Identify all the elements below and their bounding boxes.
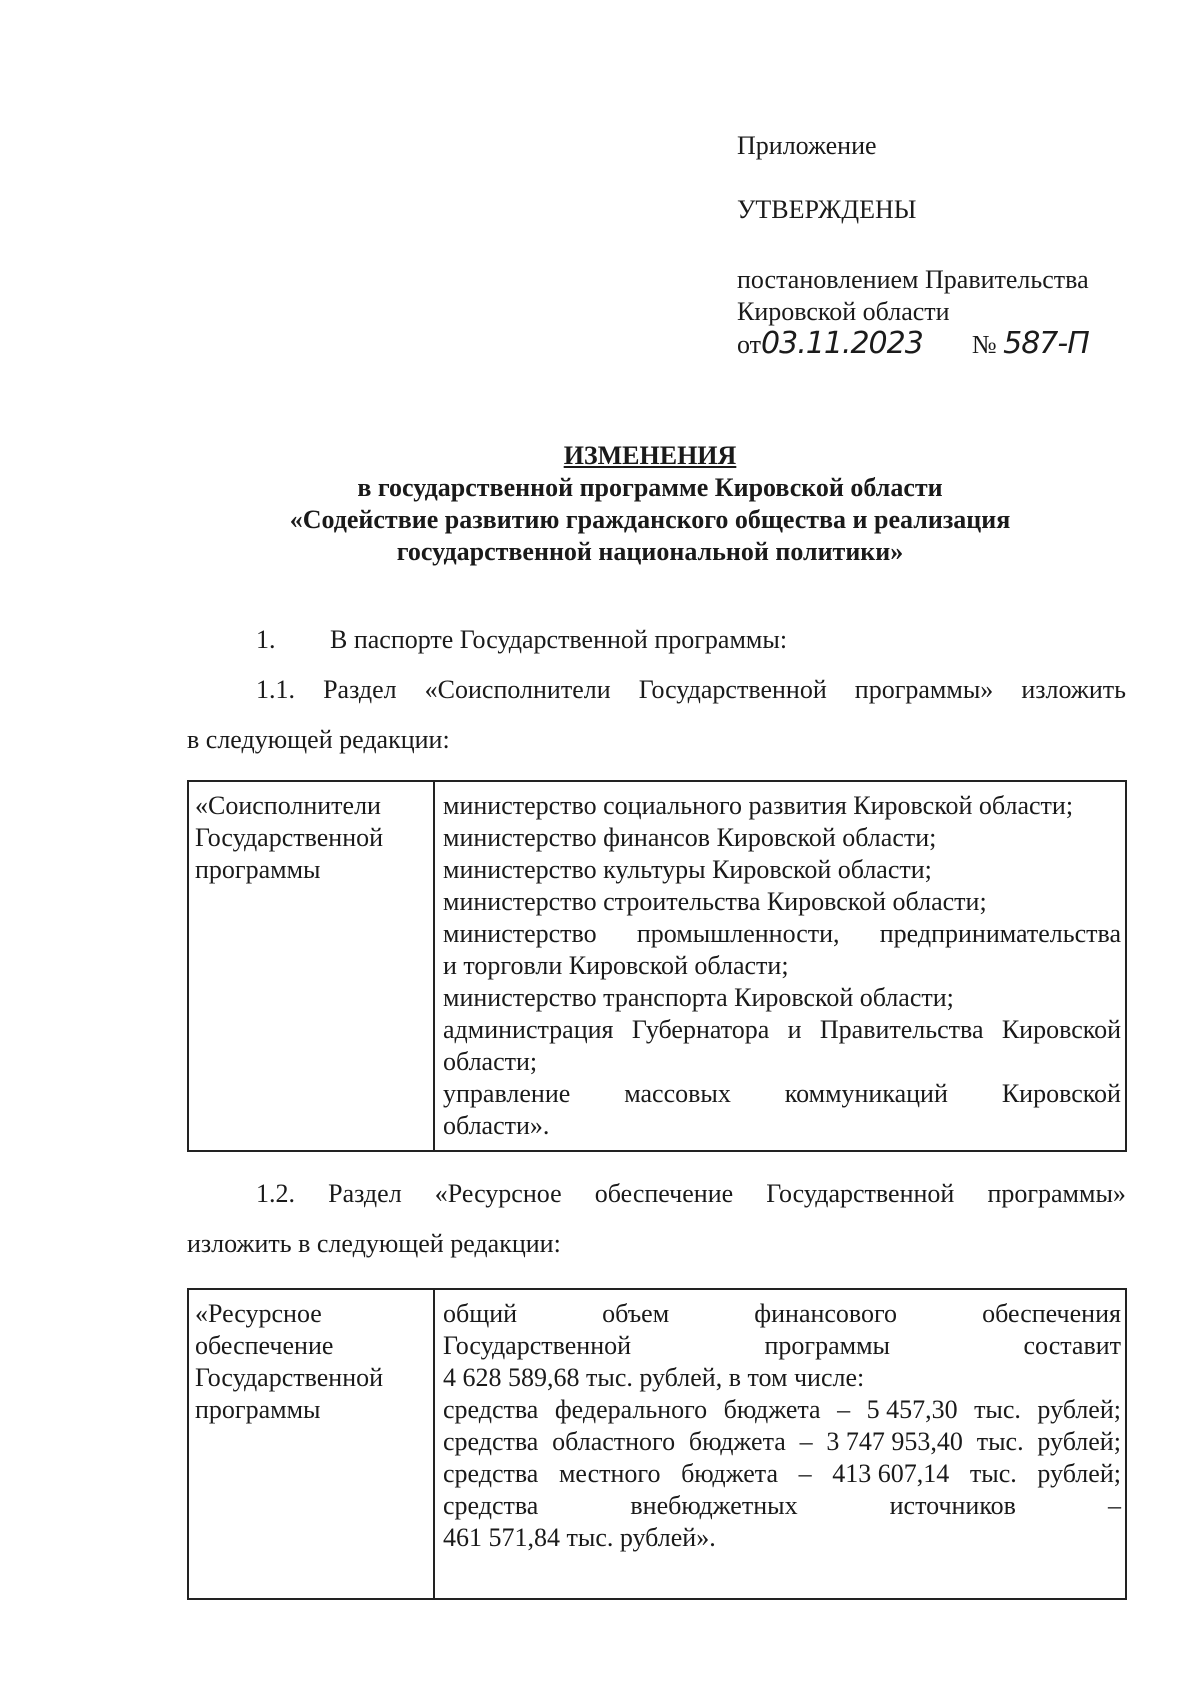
coexecutors-table: [187, 780, 1127, 1152]
coexecutors-value-cell: [435, 782, 1125, 1150]
section-1-2: [256, 1178, 1126, 1210]
section-1-1-word: изложить: [1021, 675, 1126, 704]
word: Государственной: [443, 1331, 632, 1360]
section-1-1-number: 1.1.: [256, 675, 295, 704]
word: Кировской: [1001, 1015, 1121, 1044]
word: бюджета: [688, 1427, 786, 1456]
table-cell-line: [443, 1394, 1121, 1426]
table-cell-line: 4 628 589,68 тыс. рублей, в том числе:: [443, 1363, 865, 1392]
table-cell-line: [443, 1298, 1121, 1330]
section-1-1-continuation: в следующей редакции:: [187, 725, 450, 754]
table-cell-line: программы: [195, 855, 321, 884]
section-1-1: [256, 674, 1126, 706]
table-cell-line: Государственной: [195, 1363, 384, 1392]
region-label: Кировской области: [737, 297, 950, 326]
word: 413 607,14: [832, 1459, 950, 1488]
table-cell-line: [443, 918, 1121, 950]
word: общий: [443, 1299, 518, 1328]
word: 5 457,30: [866, 1395, 958, 1424]
section-1-2-number: 1.2.: [256, 1179, 295, 1208]
table-cell-line: [443, 1330, 1121, 1362]
word: управление: [443, 1079, 571, 1108]
word: средства: [443, 1395, 539, 1424]
word: администрация: [443, 1015, 614, 1044]
appendix-label: Приложение: [737, 131, 877, 160]
table-cell-line: «Соисполнители: [195, 791, 381, 820]
word: тыс.: [974, 1395, 1021, 1424]
word: рублей;: [1037, 1427, 1121, 1456]
word: тыс.: [969, 1459, 1017, 1488]
date-number-line: [737, 328, 1089, 361]
word: бюджета: [681, 1459, 779, 1488]
section-1-2-word: программы»: [987, 1179, 1126, 1208]
table-cell-line: [443, 1458, 1121, 1490]
word: областного: [552, 1427, 676, 1456]
word: средства: [443, 1491, 539, 1520]
word: местного: [558, 1459, 661, 1488]
section-1-1-word: Раздел: [323, 675, 397, 704]
word: средства: [443, 1427, 539, 1456]
word: –: [798, 1459, 812, 1488]
table-cell-line: программы: [195, 1395, 321, 1424]
word: промышленности,: [636, 919, 840, 948]
section-1-2-word: Государственной: [766, 1179, 955, 1208]
word: Правительства: [819, 1015, 984, 1044]
word: и: [787, 1015, 802, 1044]
table-cell-line: 461 571,84 тыс. рублей».: [443, 1523, 716, 1552]
word: коммуникаций: [784, 1079, 948, 1108]
section-1-number: 1.: [256, 625, 276, 654]
date-prefix: от: [737, 330, 762, 359]
section-1-1-word: Государственной: [638, 675, 827, 704]
word: программы: [764, 1331, 891, 1360]
document-title: [170, 440, 1130, 568]
table-cell-line: министерство финансов Кировской области;: [443, 823, 937, 852]
approved-label: УТВЕРЖДЕНЫ: [737, 195, 917, 224]
word: –: [1107, 1491, 1121, 1520]
title-line-4: государственной национальной политики»: [396, 537, 904, 566]
section-1-2-word: «Ресурсное: [434, 1179, 562, 1208]
table-cell-line: области;: [443, 1047, 538, 1076]
word: бюджета: [723, 1395, 821, 1424]
table-cell-line: области».: [443, 1111, 550, 1140]
word: 3 747 953,40: [826, 1427, 963, 1456]
section-1-1-word: программы»: [854, 675, 994, 704]
word: источников: [889, 1491, 1016, 1520]
handwritten-number: 587-П: [1003, 326, 1089, 361]
word: внебюджетных: [630, 1491, 798, 1520]
table-cell-line: [443, 1490, 1121, 1522]
number-prefix: №: [971, 330, 997, 359]
word: составит: [1023, 1331, 1121, 1360]
word: объем: [602, 1299, 670, 1328]
word: массовых: [624, 1079, 731, 1108]
title-line-1: ИЗМЕНЕНИЯ: [563, 441, 737, 470]
word: Губернатора: [631, 1015, 770, 1044]
section-1-2-word: Раздел: [328, 1179, 402, 1208]
word: финансового: [754, 1299, 898, 1328]
title-line-2: в государственной программе Кировской области: [357, 473, 943, 502]
word: –: [799, 1427, 813, 1456]
word: рублей;: [1037, 1395, 1121, 1424]
decree-label: постановлением Правительства: [737, 265, 1089, 294]
section-1-2-word: обеспечение: [594, 1179, 734, 1208]
section-1-text: В паспорте Государственной программы:: [330, 625, 788, 654]
word: федерального: [554, 1395, 708, 1424]
section-1-1-word: «Соисполнители: [424, 675, 611, 704]
table-cell-line: [443, 1014, 1121, 1046]
table-cell-line: Государственной: [195, 823, 384, 852]
word: рублей;: [1037, 1459, 1121, 1488]
table-cell-line: министерство строительства Кировской области;: [443, 887, 987, 916]
word: –: [837, 1395, 851, 1424]
word: министерство: [443, 919, 597, 948]
resources-table: [187, 1288, 1127, 1600]
table-cell-line: обеспечение: [195, 1331, 334, 1360]
table-cell-line: министерство транспорта Кировской области;: [443, 983, 954, 1012]
word: предпринимательства: [879, 919, 1121, 948]
handwritten-date: 03.11.2023: [761, 326, 923, 361]
table-cell-line: и торговли Кировской области;: [443, 951, 789, 980]
word: средства: [443, 1459, 539, 1488]
word: обеспечения: [982, 1299, 1121, 1328]
resources-label-cell: [189, 1290, 435, 1598]
coexecutors-label-cell: [189, 782, 435, 1150]
table-cell-line: [443, 1426, 1121, 1458]
table-cell-line: министерство социального развития Кировской области;: [443, 791, 1074, 820]
title-line-3: «Содействие развитию гражданского общества и реализация: [289, 505, 1011, 534]
section-1-2-continuation: изложить в следующей редакции:: [187, 1229, 561, 1258]
resources-value-cell: [435, 1290, 1125, 1598]
word: Кировской: [1001, 1079, 1121, 1108]
table-cell-line: «Ресурсное: [195, 1299, 322, 1328]
table-cell-line: министерство культуры Кировской области;: [443, 855, 932, 884]
section-1: [256, 624, 787, 656]
word: тыс.: [976, 1427, 1024, 1456]
table-cell-line: [443, 1078, 1121, 1110]
